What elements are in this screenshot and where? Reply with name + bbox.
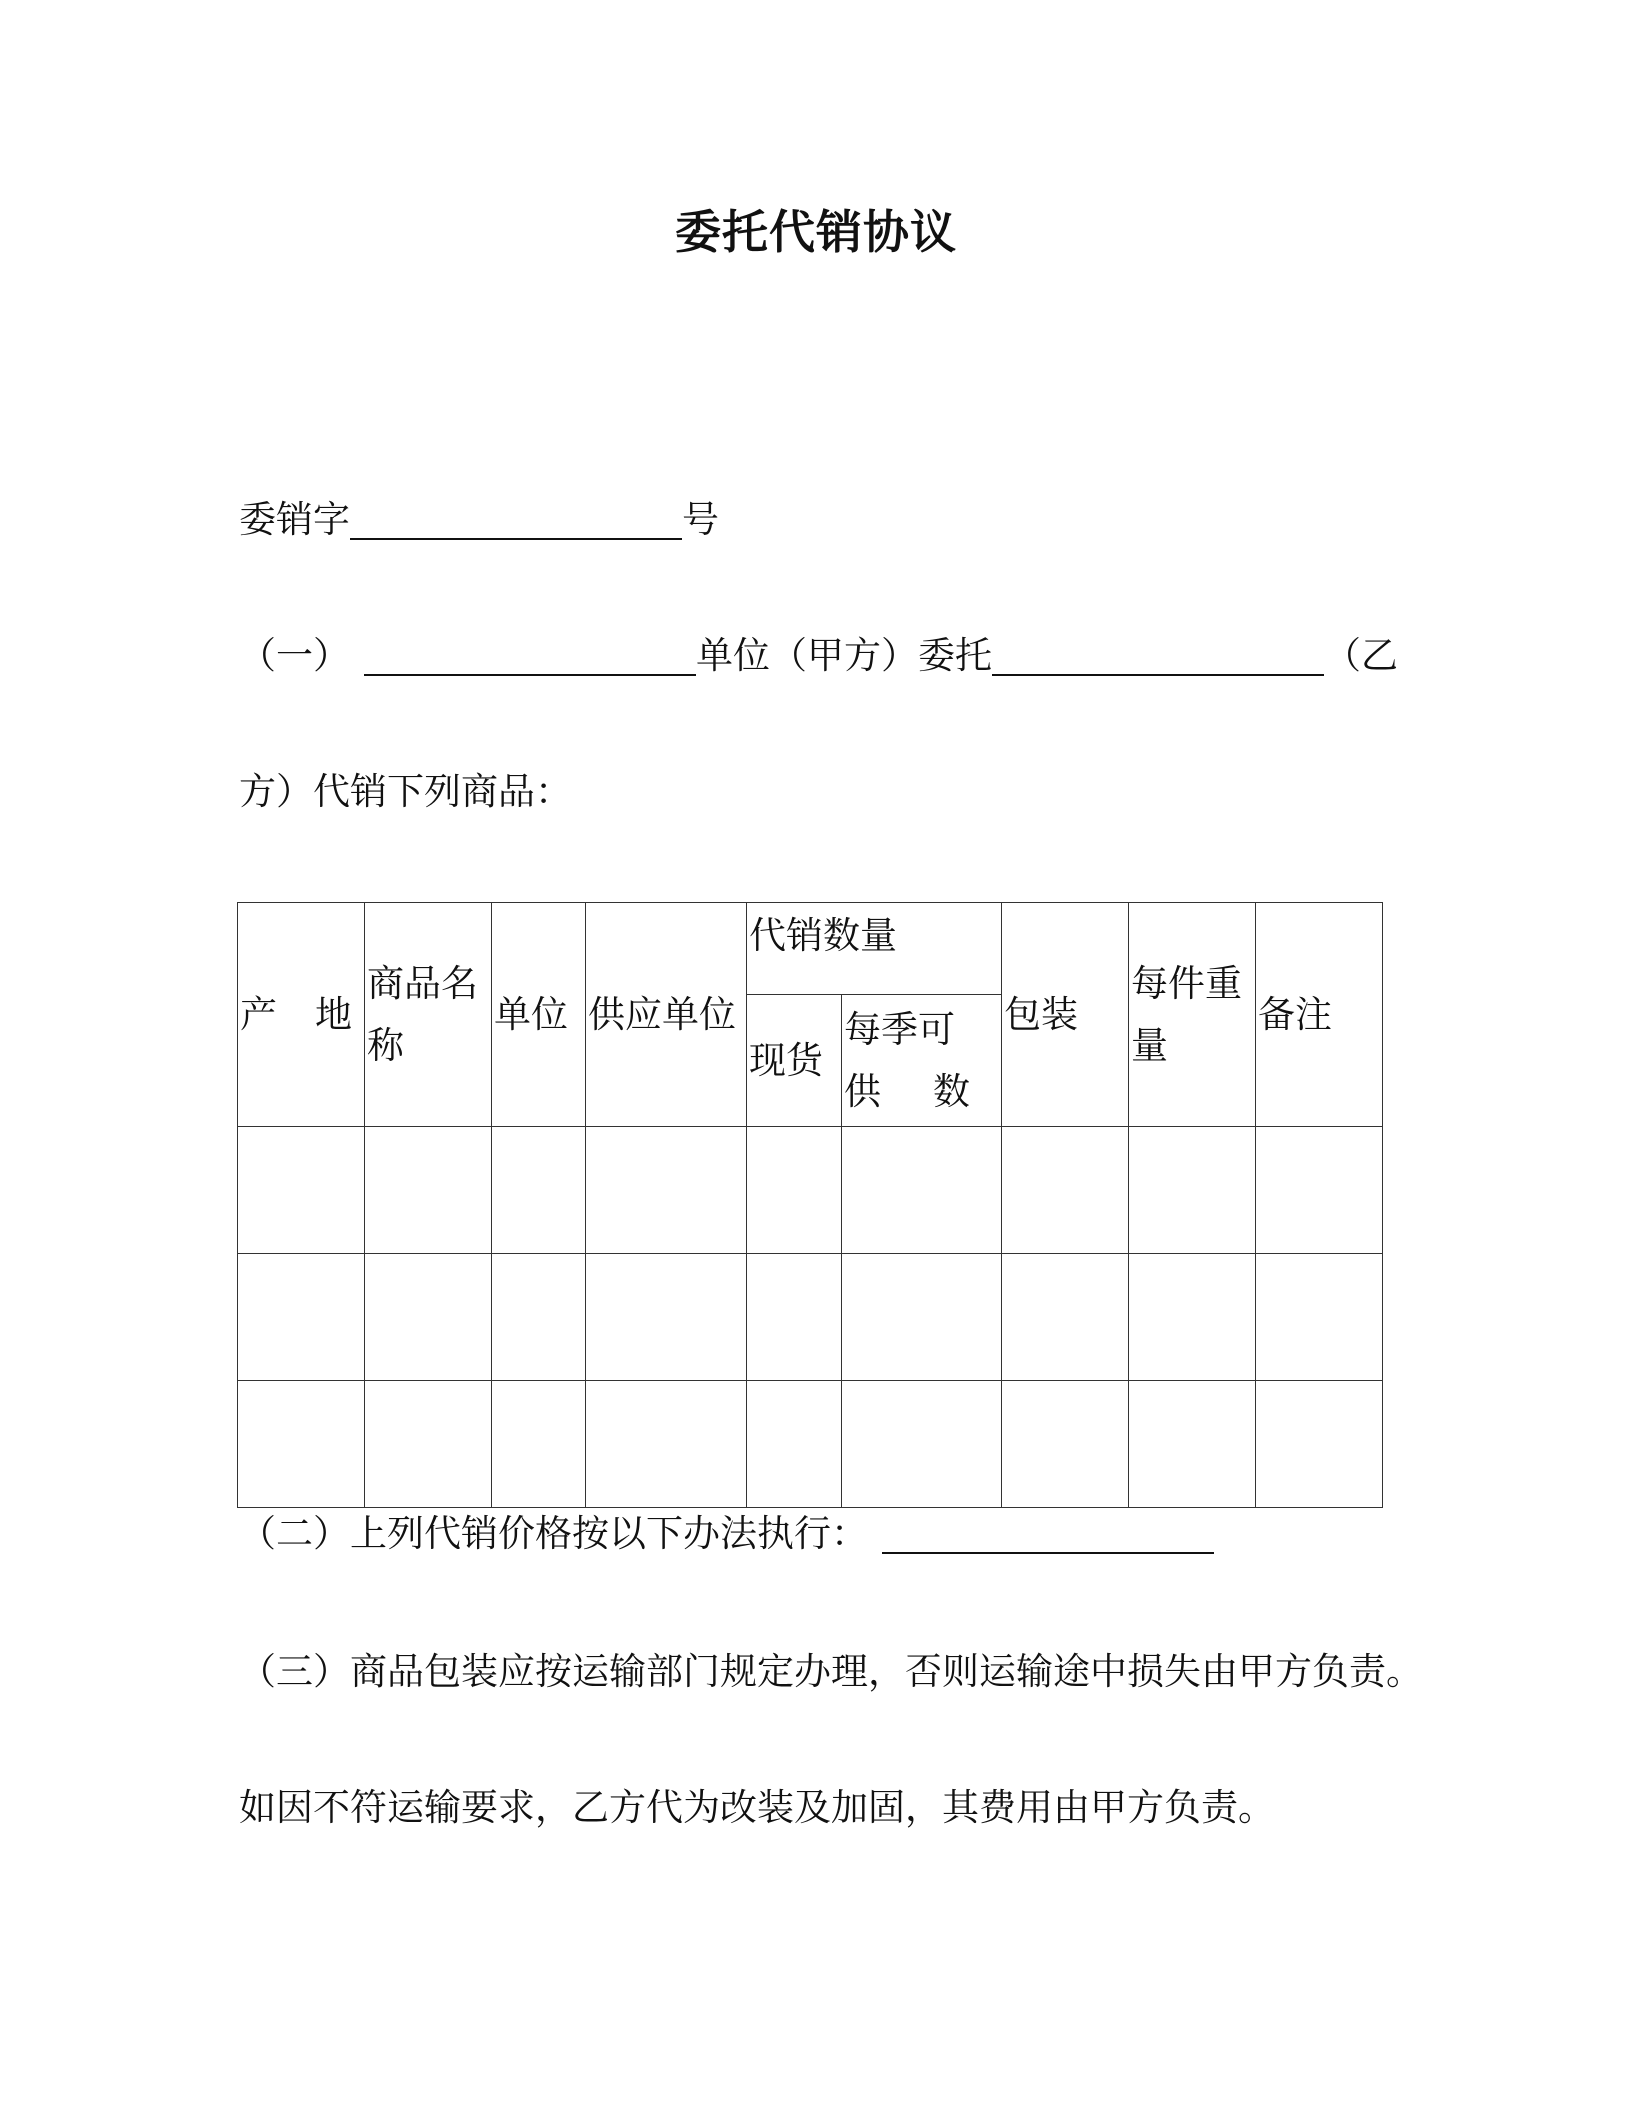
header-in-stock: 现货 xyxy=(747,995,842,1127)
table-cell[interactable] xyxy=(747,1254,842,1381)
header-packaging: 包装 xyxy=(1002,903,1129,1127)
document-title: 委托代销协议 xyxy=(675,205,957,259)
table-header-row-1 xyxy=(238,903,1383,995)
table-cell[interactable] xyxy=(747,1381,842,1508)
clause-one-line xyxy=(239,634,1398,678)
table-cell[interactable] xyxy=(842,1381,1002,1508)
header-product-name: 商品名称 xyxy=(365,903,492,1127)
party-a-blank xyxy=(364,636,696,676)
table-cell[interactable] xyxy=(1002,1127,1129,1254)
table-cell[interactable] xyxy=(586,1381,747,1508)
table-cell[interactable] xyxy=(1129,1127,1256,1254)
reference-suffix: 号 xyxy=(682,498,719,541)
table-cell[interactable] xyxy=(365,1127,492,1254)
table-cell[interactable] xyxy=(1129,1254,1256,1381)
header-consign-quantity: 代销数量 xyxy=(747,903,1002,995)
header-weight-per-piece: 每件重量 xyxy=(1129,903,1256,1127)
table-cell[interactable] xyxy=(1256,1127,1383,1254)
clause-one-number: （一） xyxy=(239,634,350,677)
party-b-blank xyxy=(992,636,1324,676)
table-cell[interactable] xyxy=(238,1381,365,1508)
clause-one-continuation: 方）代销下列商品： xyxy=(239,770,572,813)
table-cell[interactable] xyxy=(586,1254,747,1381)
clause-three: （三）商品包装应按运输部门规定办理，否则运输途中损失由甲方负责。 xyxy=(239,1650,1423,1693)
table-cell[interactable] xyxy=(238,1254,365,1381)
table-cell[interactable] xyxy=(842,1254,1002,1381)
header-supplier: 供应单位 xyxy=(586,903,747,1127)
clause-one-end: （乙 xyxy=(1324,634,1398,677)
reference-number-line xyxy=(239,498,719,542)
header-remarks: 备注 xyxy=(1256,903,1383,1127)
clause-three-continuation: 如因不符运输要求，乙方代为改装及加固，其费用由甲方负责。 xyxy=(239,1786,1275,1829)
table-cell[interactable] xyxy=(1002,1381,1129,1508)
table-row xyxy=(238,1381,1383,1508)
table-row xyxy=(238,1127,1383,1254)
pricing-method-blank xyxy=(882,1514,1214,1554)
header-unit: 单位 xyxy=(492,903,586,1127)
table-cell[interactable] xyxy=(1256,1381,1383,1508)
reference-prefix: 委销字 xyxy=(239,498,350,541)
table-cell[interactable] xyxy=(492,1127,586,1254)
table-cell[interactable] xyxy=(492,1254,586,1381)
reference-number-blank xyxy=(350,500,682,540)
table-cell[interactable] xyxy=(1256,1254,1383,1381)
clause-two-text: （二）上列代销价格按以下办法执行： xyxy=(239,1512,868,1555)
header-quarterly-supply: 每季可 供 数 xyxy=(842,995,1002,1127)
table-cell[interactable] xyxy=(842,1127,1002,1254)
clause-one-middle: 单位（甲方）委托 xyxy=(696,634,992,677)
table-cell[interactable] xyxy=(238,1127,365,1254)
table-cell[interactable] xyxy=(586,1127,747,1254)
table-row xyxy=(238,1254,1383,1381)
table-cell[interactable] xyxy=(1129,1381,1256,1508)
table-cell[interactable] xyxy=(365,1381,492,1508)
table-cell[interactable] xyxy=(492,1381,586,1508)
table-cell[interactable] xyxy=(1002,1254,1129,1381)
table-cell[interactable] xyxy=(747,1127,842,1254)
goods-table xyxy=(237,902,1383,1508)
table-cell[interactable] xyxy=(365,1254,492,1381)
clause-two-line xyxy=(239,1512,1214,1556)
header-origin: 产 地 xyxy=(238,903,365,1127)
